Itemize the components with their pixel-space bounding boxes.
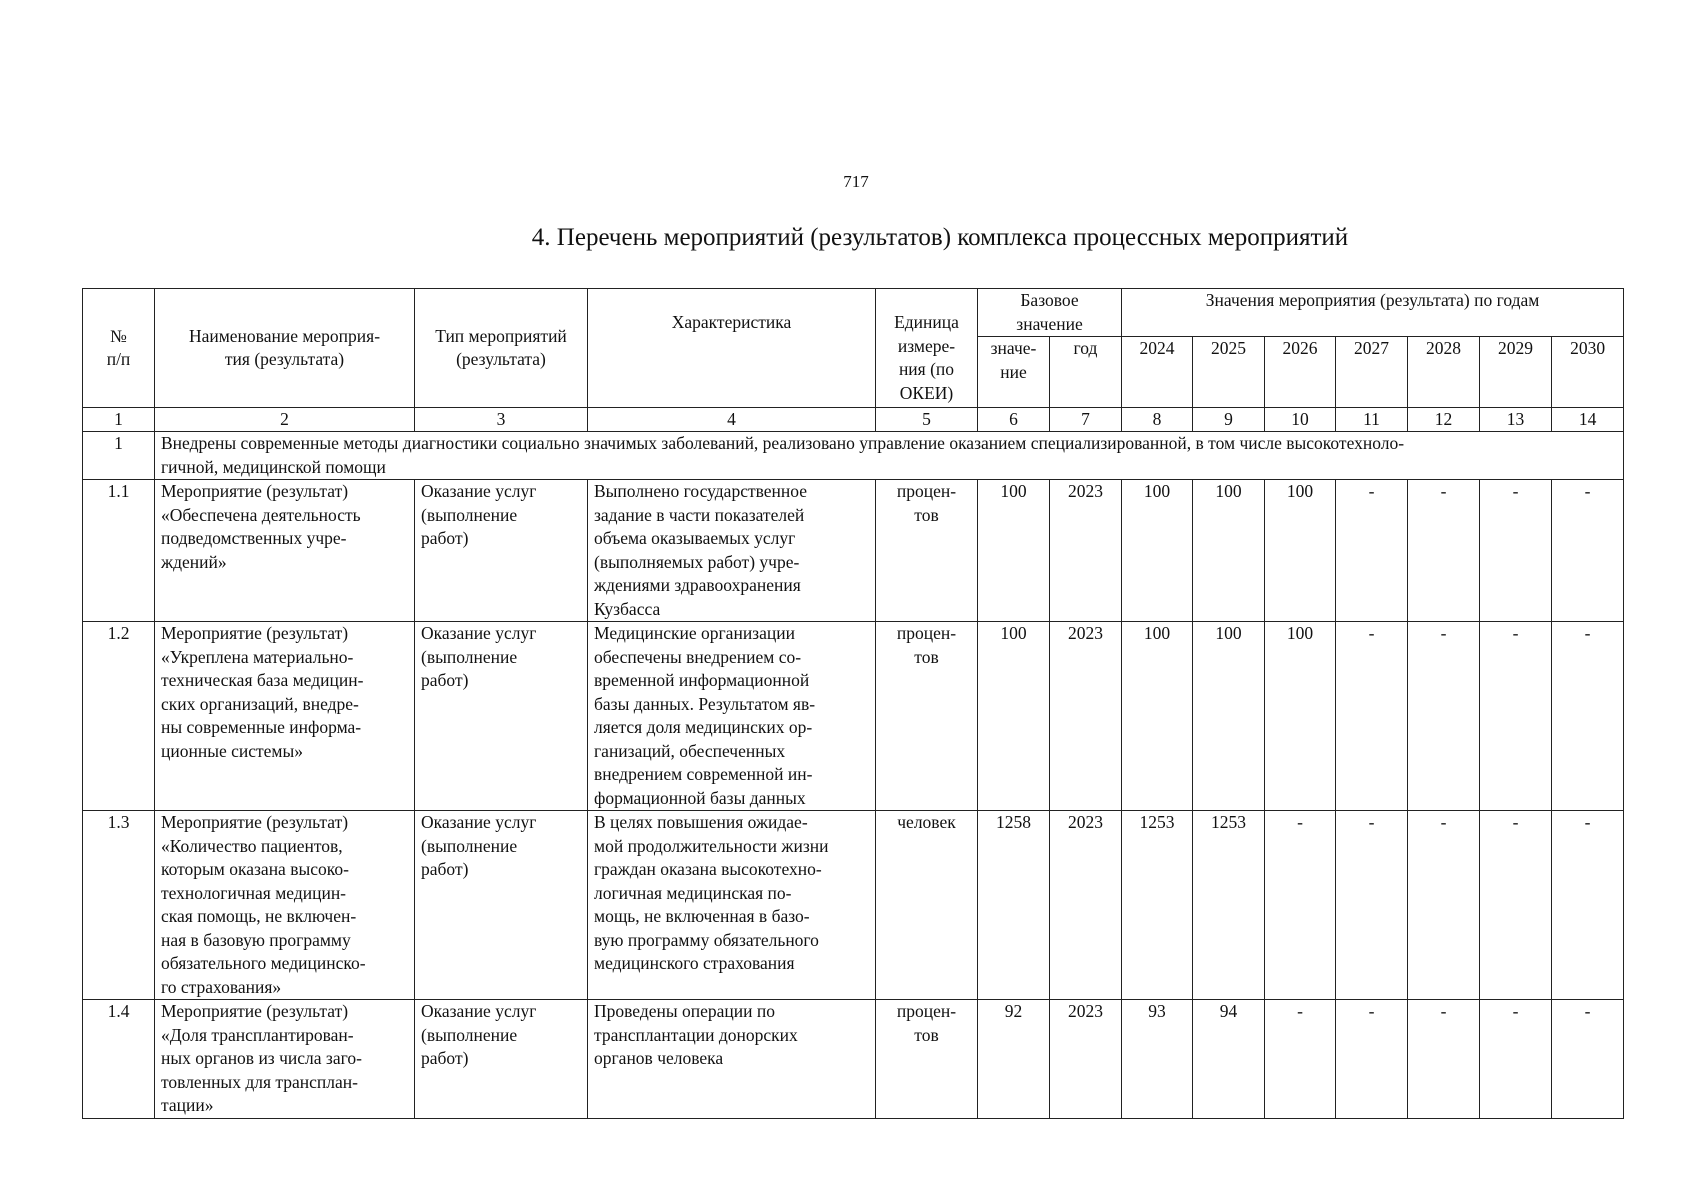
row-year-value: - — [1480, 1000, 1552, 1119]
column-number: 11 — [1336, 408, 1408, 432]
header-row-top — [83, 289, 1624, 337]
column-number: 7 — [1050, 408, 1122, 432]
row-type: Оказание услуг (выполнение работ) — [415, 480, 588, 622]
header-base-value-label: значе- ние — [990, 338, 1037, 382]
row-base-year: 2023 — [1050, 622, 1122, 811]
header-num-label: № п/п — [106, 325, 131, 369]
column-number: 3 — [415, 408, 588, 432]
row-year-value: - — [1408, 480, 1480, 622]
header-year: 2024 — [1122, 337, 1193, 408]
row-year-value: 100 — [1122, 622, 1193, 811]
row-num: 1.1 — [83, 480, 155, 622]
column-number: 6 — [978, 408, 1050, 432]
row-year-value: - — [1336, 622, 1408, 811]
row-year-value: - — [1480, 811, 1552, 1000]
header-name-label: Наименование мероприя- тия (результата) — [188, 325, 381, 369]
row-base-year: 2023 — [1050, 1000, 1122, 1119]
row-name: Мероприятие (результат) «Обеспечена деятельность подведомственных учре- ждений» — [155, 480, 415, 622]
row-year-value: - — [1552, 480, 1624, 622]
row-year-value: - — [1408, 622, 1480, 811]
row-num: 1.4 — [83, 1000, 155, 1119]
column-number: 1 — [83, 408, 155, 432]
page-number: 717 — [843, 172, 869, 191]
column-number: 8 — [1122, 408, 1193, 432]
row-year-value: - — [1336, 480, 1408, 622]
header-year: 2025 — [1193, 337, 1265, 408]
column-number: 4 — [588, 408, 876, 432]
header-year: 2028 — [1408, 337, 1480, 408]
header-type-label: Тип мероприятий (результата) — [435, 325, 567, 369]
row-year-value: 100 — [1193, 480, 1265, 622]
row-unit: человек — [876, 811, 978, 1000]
row-year-value: - — [1408, 1000, 1480, 1119]
row-year-value: 94 — [1193, 1000, 1265, 1119]
header-year: 2029 — [1480, 337, 1552, 408]
header-characteristic — [588, 289, 876, 408]
row-unit: процен- тов — [876, 480, 978, 622]
section-row — [83, 432, 1624, 480]
row-year-value: 100 — [1265, 622, 1336, 811]
section-num: 1 — [83, 432, 155, 480]
row-base-year: 2023 — [1050, 480, 1122, 622]
row-year-value: 1253 — [1193, 811, 1265, 1000]
section-text: Внедрены современные методы диагностики социально значимых заболеваний, реализовано управление оказанием специализированной, в том числе высокотехноло- гичной, медицинской помощи — [155, 432, 1624, 480]
row-characteristic: Проведены операции по трансплантации донорских органов человека — [588, 1000, 876, 1119]
row-unit: процен- тов — [876, 1000, 978, 1119]
header-base-year — [1050, 337, 1122, 408]
header-year: 2027 — [1336, 337, 1408, 408]
header-base-year-label: год — [1073, 338, 1098, 358]
row-year-value: 1253 — [1122, 811, 1193, 1000]
row-num: 1.3 — [83, 811, 155, 1000]
row-name: Мероприятие (результат) «Количество пациентов, которым оказана высоко- технологичная медицин- ская помощь, не включен- ная в базовую программу обязательного медицинско- го страхования» — [155, 811, 415, 1000]
row-year-value: - — [1265, 811, 1336, 1000]
header-base-value — [978, 337, 1050, 408]
column-number: 10 — [1265, 408, 1336, 432]
header-year: 2030 — [1552, 337, 1624, 408]
row-name: Мероприятие (результат) «Доля трансплантирован- ных органов из числа заго- товленных для трансплан- тации» — [155, 1000, 415, 1119]
row-year-value: 93 — [1122, 1000, 1193, 1119]
row-base-year: 2023 — [1050, 811, 1122, 1000]
row-year-value: 100 — [1122, 480, 1193, 622]
table-row — [83, 1000, 1624, 1119]
row-type: Оказание услуг (выполнение работ) — [415, 811, 588, 1000]
header-year: 2026 — [1265, 337, 1336, 408]
row-year-value: 100 — [1265, 480, 1336, 622]
header-unit-label: Единица измере- ния (по ОКЕИ) — [894, 312, 959, 403]
row-year-value: - — [1552, 622, 1624, 811]
header-values-by-year-label: Значения мероприятия (результата) по годам — [1205, 290, 1540, 310]
row-characteristic: Медицинские организации обеспечены внедрением со- временной информационной базы данных. Результатом яв- ляется доля медицинских ор- ганизаций, обеспеченных внедрением современной ин- формационной базы данных — [588, 622, 876, 811]
column-number: 13 — [1480, 408, 1552, 432]
header-name — [155, 289, 415, 408]
header-type — [415, 289, 588, 408]
row-base-value: 92 — [978, 1000, 1050, 1119]
column-number: 9 — [1193, 408, 1265, 432]
document-title: 4. Перечень мероприятий (результатов) комплекса процессных мероприятий — [531, 224, 1349, 251]
table-row — [83, 622, 1624, 811]
row-base-value: 1258 — [978, 811, 1050, 1000]
row-name: Мероприятие (результат) «Укреплена материально- техническая база медицин- ских организаций, внедре- ны современные информа- ционные системы» — [155, 622, 415, 811]
header-values-by-year — [1122, 289, 1624, 337]
row-year-value: - — [1408, 811, 1480, 1000]
table-body — [83, 480, 1624, 1119]
column-numbers-row — [83, 408, 1624, 432]
row-year-value: - — [1480, 622, 1552, 811]
table-row — [83, 811, 1624, 1000]
row-year-value: - — [1336, 1000, 1408, 1119]
row-unit: процен- тов — [876, 622, 978, 811]
row-base-value: 100 — [978, 480, 1050, 622]
row-year-value: - — [1480, 480, 1552, 622]
column-number: 5 — [876, 408, 978, 432]
row-base-value: 100 — [978, 622, 1050, 811]
header-base-label: Базовое значение — [1016, 290, 1083, 334]
row-characteristic: В целях повышения ожидае- мой продолжительности жизни граждан оказана высокотехно- логичная медицинская по- мощь, не включенная в базо- вую программу обязательного медицинского страхования — [588, 811, 876, 1000]
row-type: Оказание услуг (выполнение работ) — [415, 622, 588, 811]
header-num — [83, 289, 155, 408]
activities-table — [82, 288, 1624, 1119]
row-year-value: - — [1265, 1000, 1336, 1119]
row-characteristic: Выполнено государственное задание в части показателей объема оказываемых услуг (выполняемых работ) учре- ждениями здравоохранения Кузбасса — [588, 480, 876, 622]
column-number: 14 — [1552, 408, 1624, 432]
table-row — [83, 480, 1624, 622]
column-number: 2 — [155, 408, 415, 432]
header-unit — [876, 289, 978, 408]
row-year-value: - — [1552, 811, 1624, 1000]
header-base — [978, 289, 1122, 337]
row-type: Оказание услуг (выполнение работ) — [415, 1000, 588, 1119]
row-year-value: 100 — [1193, 622, 1265, 811]
row-year-value: - — [1336, 811, 1408, 1000]
column-number: 12 — [1408, 408, 1480, 432]
row-num: 1.2 — [83, 622, 155, 811]
row-year-value: - — [1552, 1000, 1624, 1119]
header-characteristic-label: Характеристика — [671, 312, 792, 332]
